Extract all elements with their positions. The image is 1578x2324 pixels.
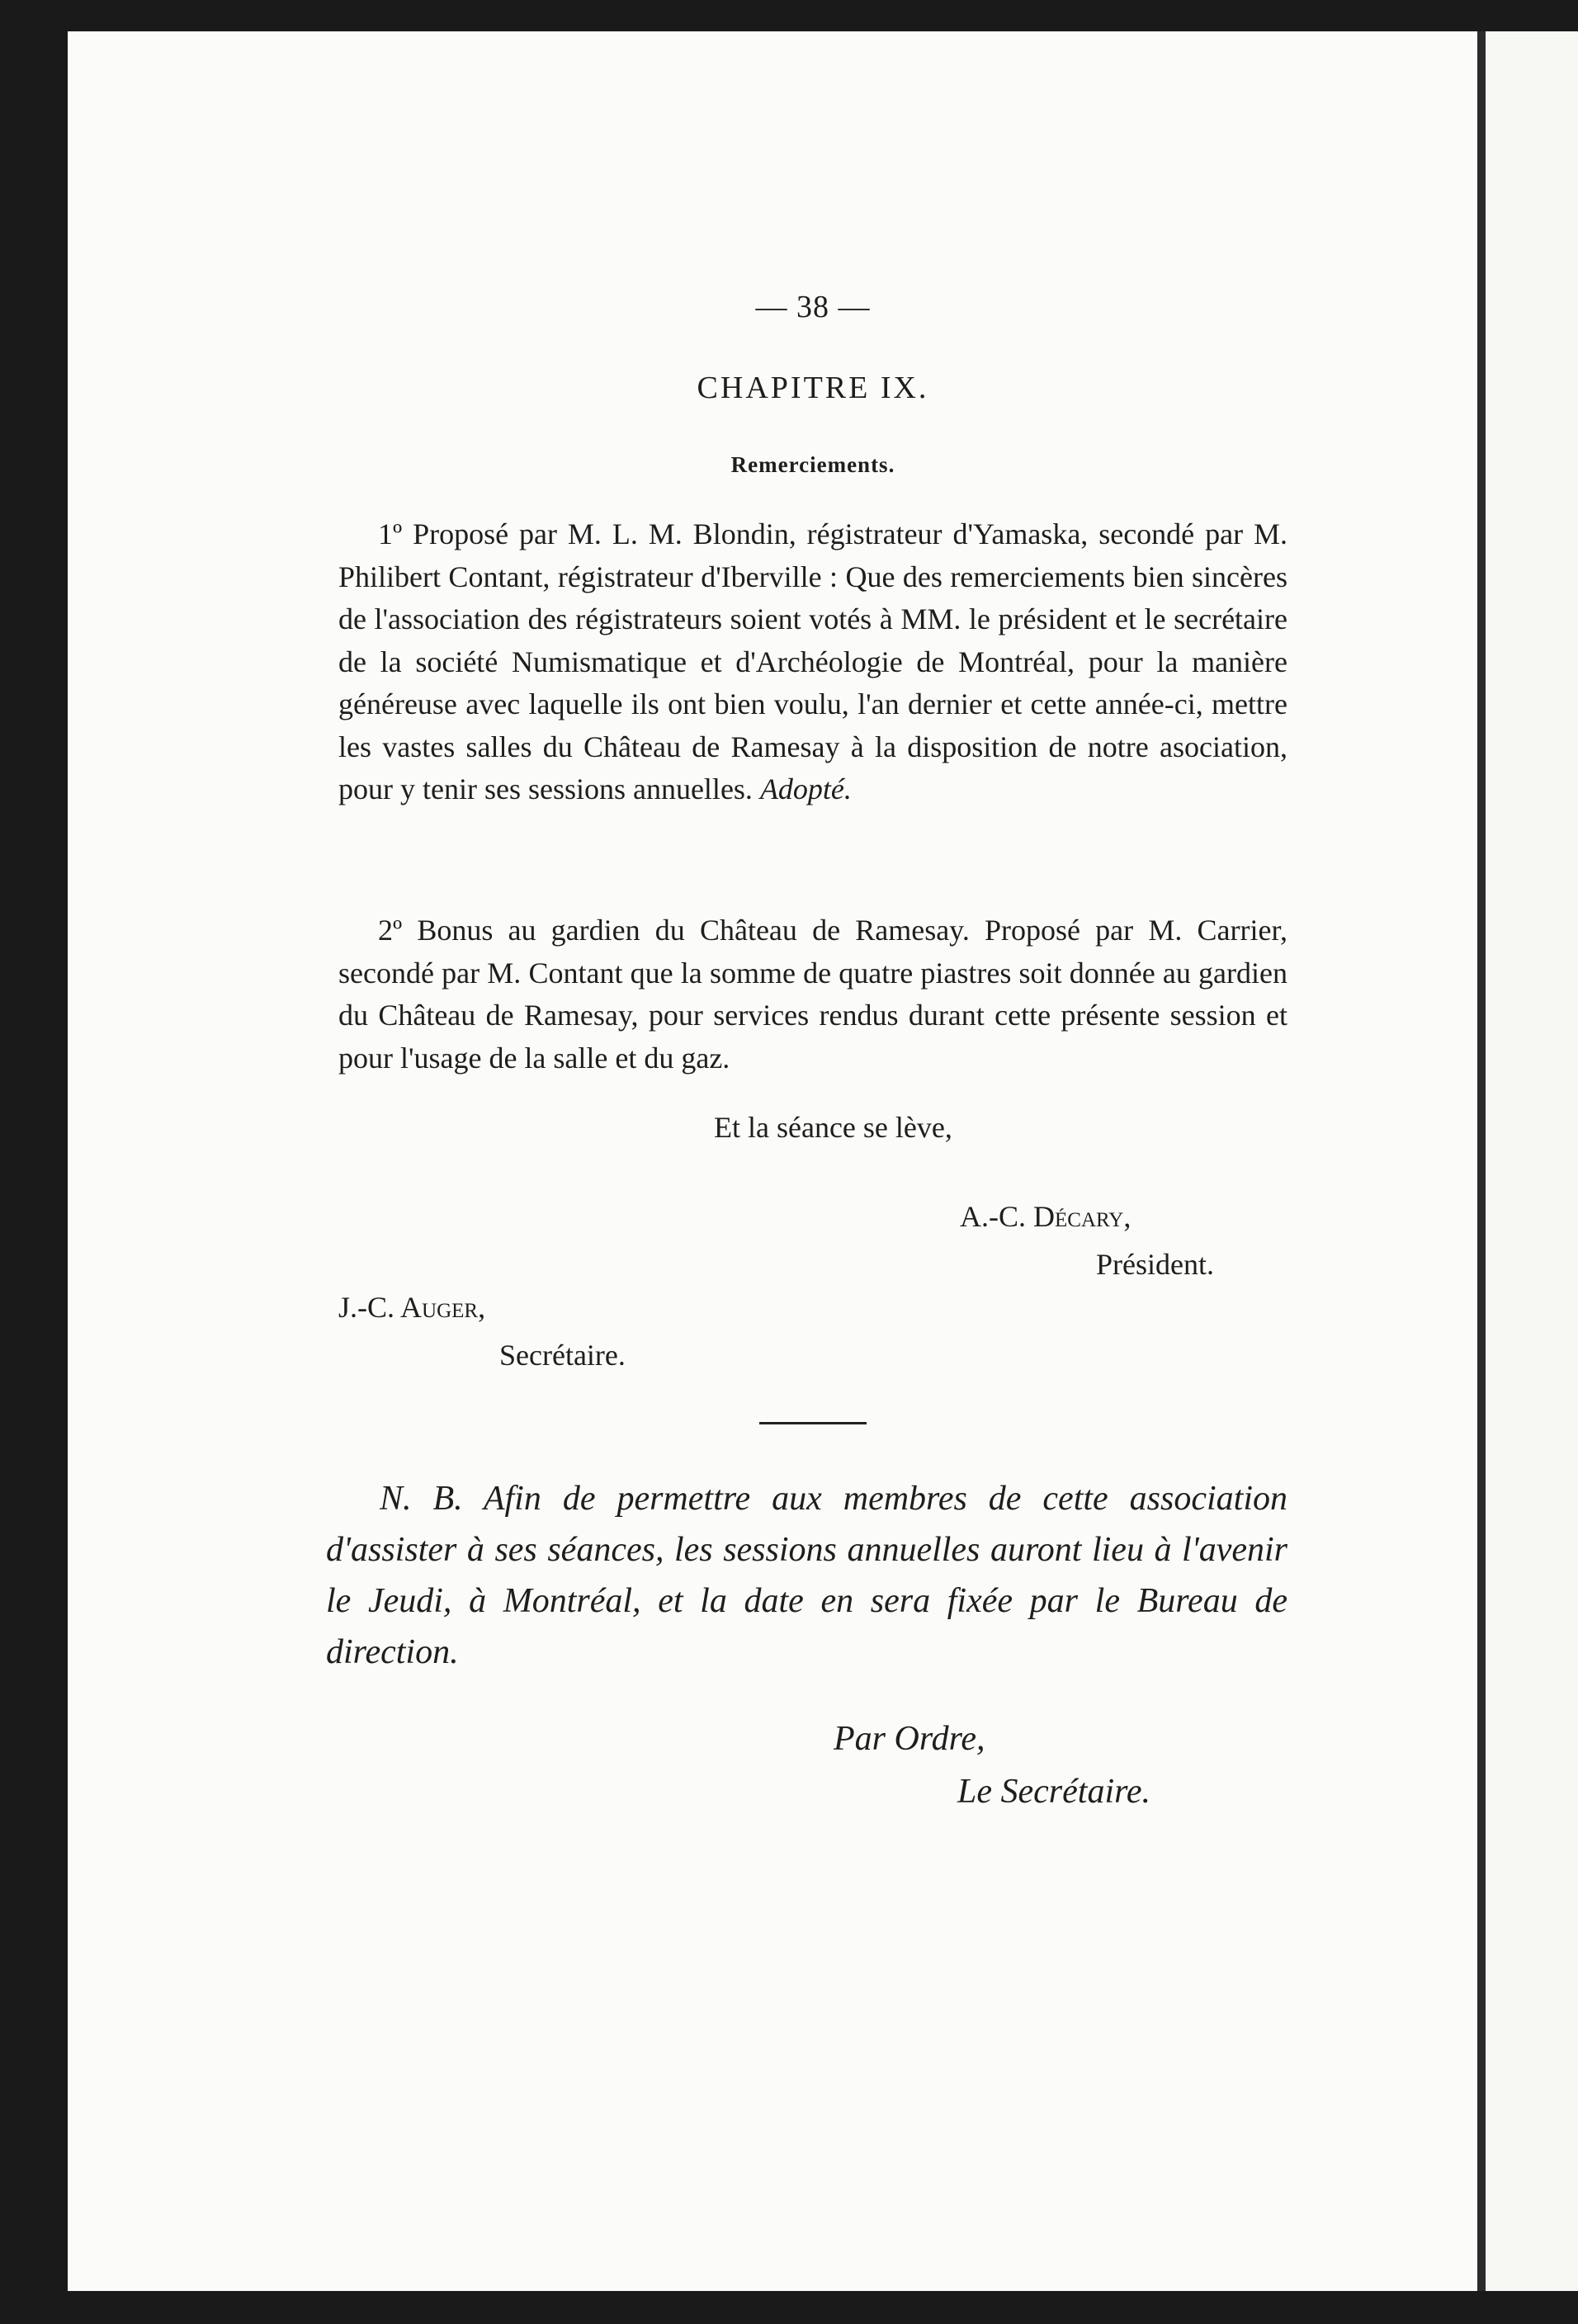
paragraph-2: 2º Bonus au gardien du Château de Ramesay. Proposé par M. Carrier, secondé par M. Contant que la somme de quatre piastres soit donnée au gardien du Château de Ramesay, pour services rendus durant cette présente session et pour l'usage de la salle et du gaz. [338, 914, 1287, 1075]
separator-rule [759, 1422, 867, 1424]
nota-bene: N. B. Afin de permettre aux membres de cette association d'assister à ses séances, les sessions annuelles auront lieu à l'avenir le Jeudi, à Montréal, et la date en sera fixée par le Bureau de direction. [326, 1480, 1287, 1671]
paragraph-1 [338, 513, 1287, 811]
paragraph-1-text: 1º Proposé par M. L. M. Blondin, régistrateur d'Yamaska, secondé par M. Philibert Contant, régistrateur d'Iberville : Que des remerciements bien sincères de l'association des régistrateurs soient votés à MM. le président et le secrétaire de la société Numismatique et d'Archéologie de Montréal, pour la manière généreuse avec laquelle ils ont bien voulu, l'an dernier et cette année-ci, mettre les vastes salles du Château de Ramesay à la disposition de notre asociation, pour y tenir ses sessions annuelles. [338, 517, 1287, 805]
secretary-signature [338, 1283, 626, 1379]
president-signature [960, 1193, 1214, 1288]
secretary-name: J.-C. Auger, [338, 1291, 486, 1324]
section-title: Remerciements. [730, 452, 895, 477]
closing-line: Et la séance se lève, [714, 1111, 952, 1144]
page-number: — 38 — [755, 290, 871, 324]
adjacent-page-edge [1486, 31, 1578, 2291]
president-role: Président. [1096, 1248, 1214, 1281]
note-signature [834, 1712, 1150, 1818]
note-sign-line-1: Par Ordre, [834, 1720, 985, 1758]
chapter-heading: CHAPITRE IX. [697, 371, 929, 405]
secretary-role: Secrétaire. [499, 1339, 626, 1372]
note-sign-line-2: Le Secrétaire. [957, 1773, 1151, 1811]
president-name: A.-C. Décary, [960, 1200, 1132, 1233]
adopted-label: Adopté. [759, 772, 852, 805]
